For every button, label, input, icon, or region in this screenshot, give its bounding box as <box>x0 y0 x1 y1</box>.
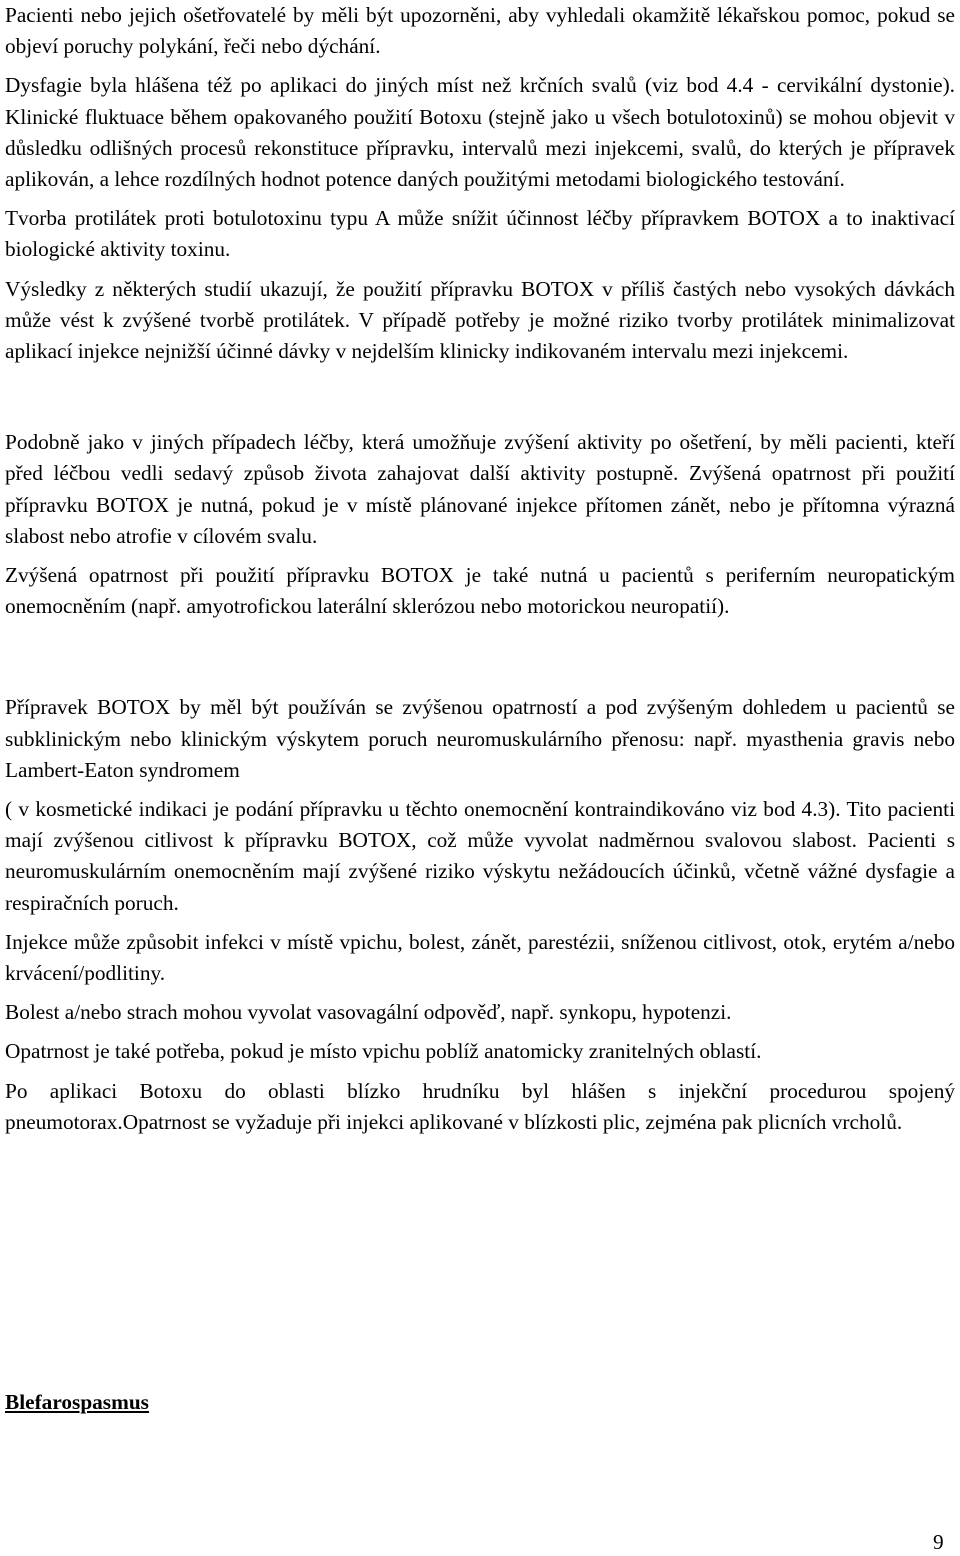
paragraph-warning-swallowing: Pacienti nebo jejich ošetřovatelé by měli být upozorněni, aby vyhledali okamžitě lékařskou pomoc, pokud se objeví poruchy polykání, řeči nebo dýchání. <box>5 3 955 59</box>
paragraph-vasovagal: Bolest a/nebo strach mohou vyvolat vasovagální odpověď, např. synkopu, hypotenzi. <box>5 1000 732 1025</box>
document-page <box>5 0 955 1138</box>
paragraph-vulnerable-areas: Opatrnost je také potřeba, pokud je místo vpichu poblíž anatomicky zranitelných oblastí. <box>5 1039 762 1064</box>
paragraph-injection-infection: Injekce může způsobit infekci v místě vpichu, bolest, zánět, parestézii, sníženou citlivost, otok, erytém a/nebo krvácení/podlitiny. <box>5 929 955 986</box>
paragraph-cosmetic-contraindication: ( v kosmetické indikaci je podání přípravku u těchto onemocnění kontraindikováno viz bod 4.3). Tito pacienti mají zvýšenou citlivost k přípravku BOTOX, což může vyvolat nadměrnou svalovou slabost. Pacienti s neuromuskulárním onemocněním mají zvýšené riziko výskytu nežádoucích účinků, včetně vážné dysfagie a respiračních poruch. <box>5 797 955 915</box>
section-heading-blefarospasmus: Blefarospasmus <box>5 1390 149 1414</box>
paragraph-pneumothorax: Po aplikaci Botoxu do oblasti blízko hrudníku byl hlášen s injekční procedurou spojený pneumotorax.Opatrnost se vyžaduje při injekci aplikované v blízkosti plic, zejména pak plicních vrcholů. <box>5 1078 955 1134</box>
paragraph-study-results: Výsledky z některých studií ukazují, že použití přípravku BOTOX v příliš častých nebo vysokých dávkách může vést k zvýšené tvorbě protilátek. V případě potřeby je možné riziko tvorby protilátek minimalizovat aplikací injekce nejnižší účinné dávky v nejdelším klinicky indikovaném intervalu mezi injekcemi. <box>5 276 955 364</box>
page-number: 9 <box>933 1530 944 1554</box>
paragraph-antibody-formation: Tvorba protilátek proti botulotoxinu typu A může snížit účinnost léčby přípravkem BOTOX a to inaktivací biologické aktivity toxinu. <box>5 206 955 262</box>
paragraph-activity-caution: Podobně jako v jiných případech léčby, která umožňuje zvýšení aktivity po ošetření, by měli pacienti, kteří před léčbou vedli sedavý způsob života zahajovat další aktivity postupně. Zvýšená opatrnost při použití přípravku BOTOX je nutná, pokud je v místě plánované injekce přítomen zánět, nebo je přítomna výrazná slabost nebo atrofie v cílovém svalu. <box>5 430 955 548</box>
paragraph-dysphagia-fluctuations: Dysfagie byla hlášena též po aplikaci do jiných míst než krčních svalů (viz bod 4.4 - cervikální dystonie). Klinické fluktuace během opakovaného použití Botoxu (stejně jako u všech botulotoxinů) se mohou objevit v důsledku odlišných procesů rekonstituce přípravku, intervalů mezi injekcemi, svalů, do kterých je přípravek aplikován, a lehce rozdílných hodnot potence daných použitými metodami biologického testování. <box>5 73 955 192</box>
paragraph-neuropathy-caution: Zvýšená opatrnost při použití přípravku BOTOX je také nutná u pacientů s periferním neuropatickým onemocněním (např. amyotrofickou laterální sklerózou nebo motorickou neuropatií). <box>5 563 955 619</box>
paragraph-neuromuscular-transmission: Přípravek BOTOX by měl být používán se zvýšenou opatrností a pod zvýšeným dohledem u pacientů se subklinickým nebo klinickým výskytem poruch neuromuskulárního přenosu: např. myasthenia gravis nebo Lambert-Eaton syndromem <box>5 695 955 782</box>
